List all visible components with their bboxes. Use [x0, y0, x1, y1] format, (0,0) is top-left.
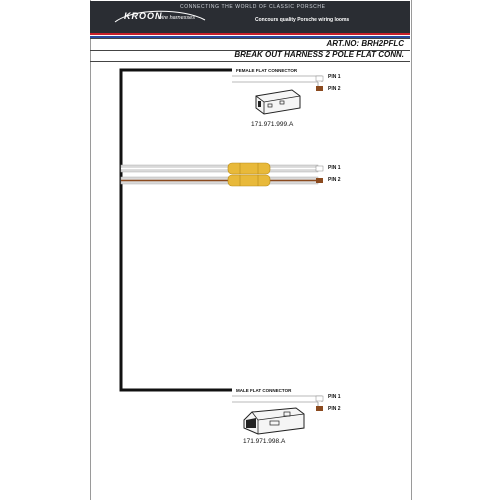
- middle-pin2-swatch: [316, 178, 323, 183]
- female-connector-icon: [256, 90, 300, 114]
- female-part-number: 171.971.999.A: [251, 121, 294, 128]
- article-number: ART.NO: BRH2PFLC: [326, 39, 404, 48]
- header-tagline: CONNECTING THE WORLD OF CLASSIC PORSCHE: [180, 4, 326, 10]
- harness-title: BREAK OUT HARNESS 2 POLE FLAT CONN.: [234, 50, 404, 59]
- female-pin2-label: PIN 2: [328, 86, 341, 92]
- middle-pin1-label: PIN 1: [328, 165, 341, 171]
- male-pin1-label: PIN 1: [328, 394, 341, 400]
- female-pin1-swatch: [316, 76, 323, 81]
- brand-name: KROON: [124, 11, 163, 21]
- male-part-number: 171.971.998.A: [243, 438, 286, 445]
- middle-wire-2: [121, 175, 318, 186]
- male-pin2-swatch: [316, 406, 323, 411]
- concours-slogan: Concours quality Porsche wiring looms: [255, 17, 350, 23]
- brand-subtitle: wire harnesses: [158, 15, 195, 21]
- middle-wire-1: [121, 163, 318, 174]
- male-connector-label: MALE FLAT CONNECTOR: [236, 388, 292, 393]
- female-pin1-label: PIN 1: [328, 74, 341, 80]
- male-pin2-label: PIN 2: [328, 406, 341, 412]
- male-connector-icon: [244, 408, 304, 434]
- female-pin2-swatch: [316, 86, 323, 91]
- female-connector-label: FEMALE FLAT CONNECTOR: [236, 68, 298, 73]
- middle-pin1-swatch: [316, 166, 323, 171]
- male-pin1-swatch: [316, 396, 323, 401]
- middle-pin2-label: PIN 2: [328, 177, 341, 183]
- trunk-line: [121, 70, 232, 390]
